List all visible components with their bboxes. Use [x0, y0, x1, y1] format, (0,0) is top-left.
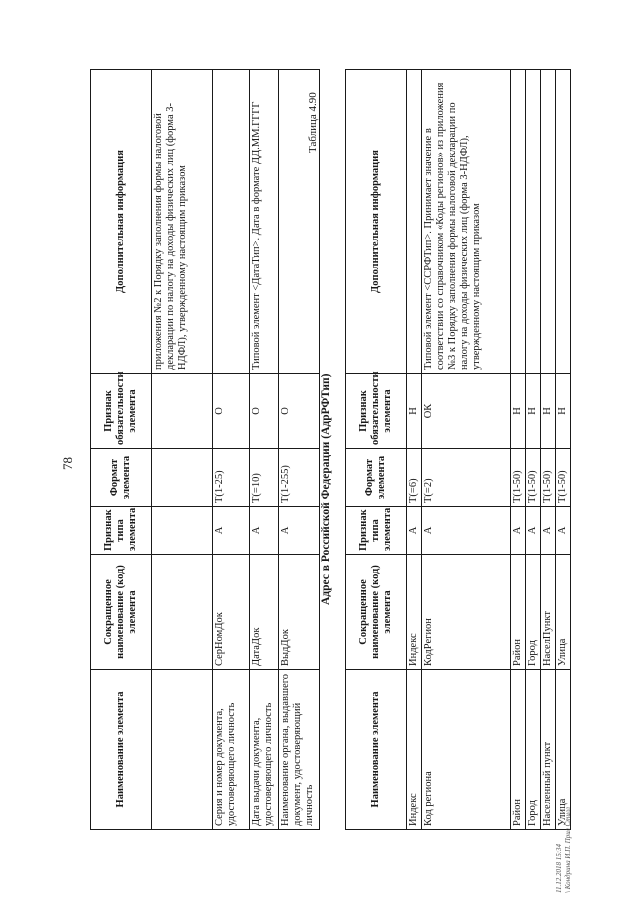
cell-info: приложения №2 к Порядку заполнения формы налоговой декларации по налогу на доходы физических лиц (форма 3-НДФЛ), утвержденному настоящим приказом	[152, 70, 213, 374]
cell-short: ДатаДок	[250, 555, 279, 670]
cell-info	[526, 70, 541, 374]
header-info: Дополнительная информация	[91, 70, 152, 374]
cell-format: Т(1-25)	[213, 449, 250, 507]
cell-required: Н	[541, 374, 556, 449]
cell-format: Т(=2)	[422, 449, 511, 507]
cell-info	[407, 70, 422, 374]
cell-required: О	[250, 374, 279, 449]
cell-type: А	[250, 507, 279, 555]
cell-info: Типовой элемент <ССРФТип>. Принимает значение в соответствии со справочником «Коды регионов» из приложения №3 к Порядку заполнения формы налоговой декларации по налогу на доходы физических лиц (форма 3-НДФЛ), утвержденному настоящим приказом	[422, 70, 511, 374]
cell-type: А	[213, 507, 250, 555]
cell-type	[152, 507, 213, 555]
cell-name: Населенный пункт	[541, 670, 556, 830]
stamp-line: 11.12.2018 15:34	[555, 843, 563, 893]
header-format: Формат элемента	[346, 449, 407, 507]
cell-name: Город	[526, 670, 541, 830]
cell-name: Код региона	[422, 670, 511, 830]
cell-short: НаселПункт	[541, 555, 556, 670]
table-row	[556, 70, 571, 830]
cell-type: А	[541, 507, 556, 555]
header-type: Признак типа элемента	[91, 507, 152, 555]
header-name: Наименование элемента	[91, 670, 152, 830]
cell-required: ОК	[422, 374, 511, 449]
table-row	[213, 70, 250, 830]
cell-required: Н	[511, 374, 526, 449]
cell-short	[152, 555, 213, 670]
elements-table-1	[90, 69, 320, 830]
cell-format: Т(1-50)	[556, 449, 571, 507]
cell-name: Индекс	[407, 670, 422, 830]
header-required: Признак обязательности элемента	[346, 374, 407, 449]
table-row	[526, 70, 541, 830]
cell-format	[152, 449, 213, 507]
cell-format: Т(=10)	[250, 449, 279, 507]
cell-name: Район	[511, 670, 526, 830]
header-type: Признак типа элемента	[346, 507, 407, 555]
cell-name: Дата выдачи документа, удостоверяющего личность	[250, 670, 279, 830]
table-row	[279, 70, 320, 830]
cell-required: Н	[526, 374, 541, 449]
cell-short: Индекс	[407, 555, 422, 670]
cell-info	[541, 70, 556, 374]
table-header-row	[91, 70, 152, 830]
header-format: Формат элемента	[91, 449, 152, 507]
table-header-row	[346, 70, 407, 830]
cell-name: Улица	[556, 670, 571, 830]
header-required: Признак обязательности элемента	[91, 374, 152, 449]
table-row	[541, 70, 556, 830]
cell-type: А	[279, 507, 320, 555]
table-label: Таблица 4.90	[307, 92, 319, 153]
header-short: Сокращенное наименование (код) элемента	[346, 555, 407, 670]
table-row	[250, 70, 279, 830]
cell-format: Т(=6)	[407, 449, 422, 507]
cell-short: Город	[526, 555, 541, 670]
cell-format: Т(1-50)	[511, 449, 526, 507]
cell-info	[556, 70, 571, 374]
stamp-line: \ Кондрина И.П. Прил Стилл	[564, 807, 572, 893]
cell-format: Т(1-50)	[541, 449, 556, 507]
cell-info	[213, 70, 250, 374]
cell-name: Серия и номер документа, удостоверяющего личность	[213, 670, 250, 830]
header-short: Сокращенное наименование (код) элемента	[91, 555, 152, 670]
cell-type: А	[422, 507, 511, 555]
cell-info	[511, 70, 526, 374]
cell-type: А	[526, 507, 541, 555]
cell-name	[152, 670, 213, 830]
cell-required	[152, 374, 213, 449]
cell-format: Т(1-50)	[526, 449, 541, 507]
header-info: Дополнительная информация	[346, 70, 407, 374]
cell-required: О	[279, 374, 320, 449]
cell-info: Типовой элемент <ДатаТип>. Дата в формате ДД.ММ.ГГГГ	[250, 70, 279, 374]
cell-short: СерНомДок	[213, 555, 250, 670]
table-row	[422, 70, 511, 830]
cell-type: А	[556, 507, 571, 555]
header-name: Наименование элемента	[346, 670, 407, 830]
cell-short: Улица	[556, 555, 571, 670]
table-row	[511, 70, 526, 830]
cell-required: Н	[407, 374, 422, 449]
elements-table-2	[345, 69, 571, 830]
table-row	[407, 70, 422, 830]
cell-short: КодРегион	[422, 555, 511, 670]
document-stamp	[555, 807, 573, 893]
cell-type: А	[407, 507, 422, 555]
cell-short: ВыдДок	[279, 555, 320, 670]
table-row	[152, 70, 213, 830]
cell-type: А	[511, 507, 526, 555]
page-number: 78	[60, 457, 75, 470]
cell-required: О	[213, 374, 250, 449]
cell-short: Район	[511, 555, 526, 670]
cell-name: Наименование органа, выдавшего документ, удостоверяющий личность	[279, 670, 320, 830]
table-title: Адрес в Российской Федерации (АдрРФТип)	[320, 373, 332, 605]
cell-required: Н	[556, 374, 571, 449]
cell-format: Т(1-255)	[279, 449, 320, 507]
